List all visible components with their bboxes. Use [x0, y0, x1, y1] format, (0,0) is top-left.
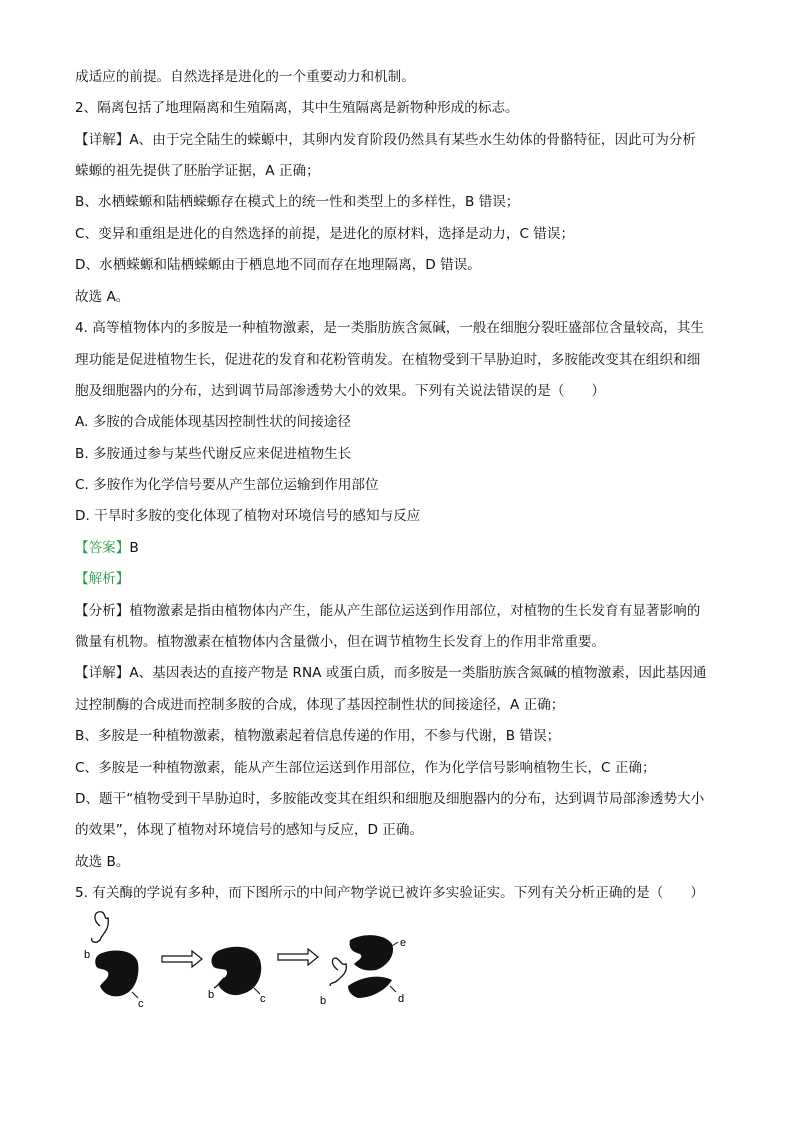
text-line: [75, 350, 700, 370]
line-text: 过控制酶的合成进而控制多胺的合成，体现了基因控制性状的间接途径，A 正确；: [75, 697, 565, 713]
label-b-3: b: [320, 995, 327, 1007]
line-text: C. 多胺作为化学信号要从产生部位运输到作用部位: [75, 477, 379, 493]
text-line: [75, 820, 423, 840]
product-d: [348, 977, 392, 998]
substrate-b-1: [92, 912, 109, 942]
substrate-b-3: [330, 958, 346, 986]
enzyme-complex: [211, 947, 261, 995]
line-text: B、水栖蝾螈和陆栖蝾螈存在模式上的统一性和类型上的多样性，B 错误；: [75, 194, 520, 210]
line-text: 【详解】A、由于完全陆生的蝾螈中，其卵内发育阶段仍然具有某些水生幼体的骨骼特征，因此可为分析: [75, 132, 697, 148]
label-e: e: [400, 937, 407, 949]
text-line: [75, 224, 574, 244]
line-text: 5. 有关酶的学说有多种，而下图所示的中间产物学说已被许多实验证实。下列有关分析正确的是（ ）: [75, 885, 705, 901]
text-line: [75, 852, 129, 872]
line-text: D、题干“植物受到干旱胁迫时，多胺能改变其在组织和细胞及细胞器内的分布，达到调节局部渗透势大小: [75, 791, 705, 807]
text-line: [75, 632, 605, 652]
line-text: A. 多胺的合成能体现基因控制性状的间接途径: [75, 414, 351, 430]
line-text: 理功能是促进植物生长，促进花的发育和花粉管萌发。在植物受到干旱胁迫时，多胺能改变其在组织和细: [75, 352, 701, 368]
text-line: [75, 444, 351, 464]
text-line: [75, 663, 706, 683]
text-line: [75, 506, 420, 526]
line-text: 成适应的前提。自然选择是进化的一个重要动力和机制。: [75, 69, 415, 85]
label-d: d: [398, 993, 405, 1005]
text-line: [75, 538, 139, 558]
text-line: [75, 381, 605, 401]
line-text: 4. 高等植物体内的多胺是一种植物激素，是一类脂肪族含氮碱，一般在细胞分裂旺盛部位含量较高，其生: [75, 320, 705, 336]
line-text: B、多胺是一种植物激素，植物激素起着信息传递的作用，不参与代谢，B 错误；: [75, 728, 561, 744]
label-c-1: c: [138, 998, 144, 1010]
text-line: [75, 601, 700, 621]
line-text: 胞及细胞器内的分布，达到调节局部渗透势大小的效果。下列有关说法错误的是（ ）: [75, 383, 606, 399]
line-text: 故选 A。: [75, 289, 130, 305]
text-line: [75, 883, 704, 903]
text-line: [75, 412, 351, 432]
line-text: B: [129, 540, 139, 556]
text-line: [75, 726, 560, 746]
line-text: 【解析】: [75, 571, 130, 587]
line-text: C、多胺是一种植物激素，能从产生部位运送到作用部位，作为化学信号影响植物生长，C 正确；: [75, 760, 656, 776]
text-line: [75, 161, 320, 181]
arrow-1: [162, 951, 202, 967]
text-line: [75, 255, 481, 275]
line-text: 故选 B。: [75, 854, 130, 870]
line-text: C、变异和重组是进化的自然选择的前提，是进化的原材料，选择是动力，C 错误；: [75, 226, 575, 242]
text-line: [75, 758, 656, 778]
text-line: [75, 569, 129, 589]
enzyme-c-1: [95, 950, 138, 996]
line-text: 蝾螈的祖先提供了胚胎学证据，A 正确；: [75, 163, 320, 179]
text-line: [75, 130, 696, 150]
text-line: [75, 192, 519, 212]
text-line: [75, 287, 129, 307]
label-c-2: c: [260, 993, 266, 1005]
line-text: B. 多胺通过参与某些代谢反应来促进植物生长: [75, 446, 352, 462]
text-line: [75, 695, 564, 715]
text-line: [75, 318, 704, 338]
line-text: 【详解】A、基因表达的直接产物是 RNA 或蛋白质，而多胺是一类脂肪族含氮碱的植物激素，因此基因通: [75, 665, 707, 681]
answer-tag: 【答案】: [75, 540, 130, 556]
line-text: D、水栖蝾螈和陆栖蝾螈由于栖息地不同而存在地理隔离，D 错误。: [75, 257, 481, 273]
line-text: D. 干旱时多胺的变化体现了植物对环境信号的感知与反应: [75, 508, 421, 524]
line-text: 【分析】植物激素是指由植物体内产生，能从产生部位运送到作用部位，对植物的生长发育有显著影响的: [75, 603, 701, 619]
label-b-1: b: [84, 949, 91, 961]
line-text: 微量有机物。植物激素在植物体内含量微小，但在调节植物生长发育上的作用非常重要。: [75, 634, 606, 650]
text-line: [75, 67, 415, 87]
arrow-2: [278, 949, 318, 965]
text-line: [75, 98, 519, 118]
product-e: [350, 935, 393, 970]
line-text: 2、隔离包括了地理隔离和生殖隔离，其中生殖隔离是新物种形成的标志。: [75, 100, 519, 116]
line-text: 的效果”，体现了植物对环境信号的感知与反应，D 正确。: [75, 822, 424, 838]
enzyme-intermediate-diagram: [80, 908, 420, 1013]
text-line: [75, 475, 379, 495]
label-b-2: b: [208, 989, 215, 1001]
text-line: [75, 789, 704, 809]
